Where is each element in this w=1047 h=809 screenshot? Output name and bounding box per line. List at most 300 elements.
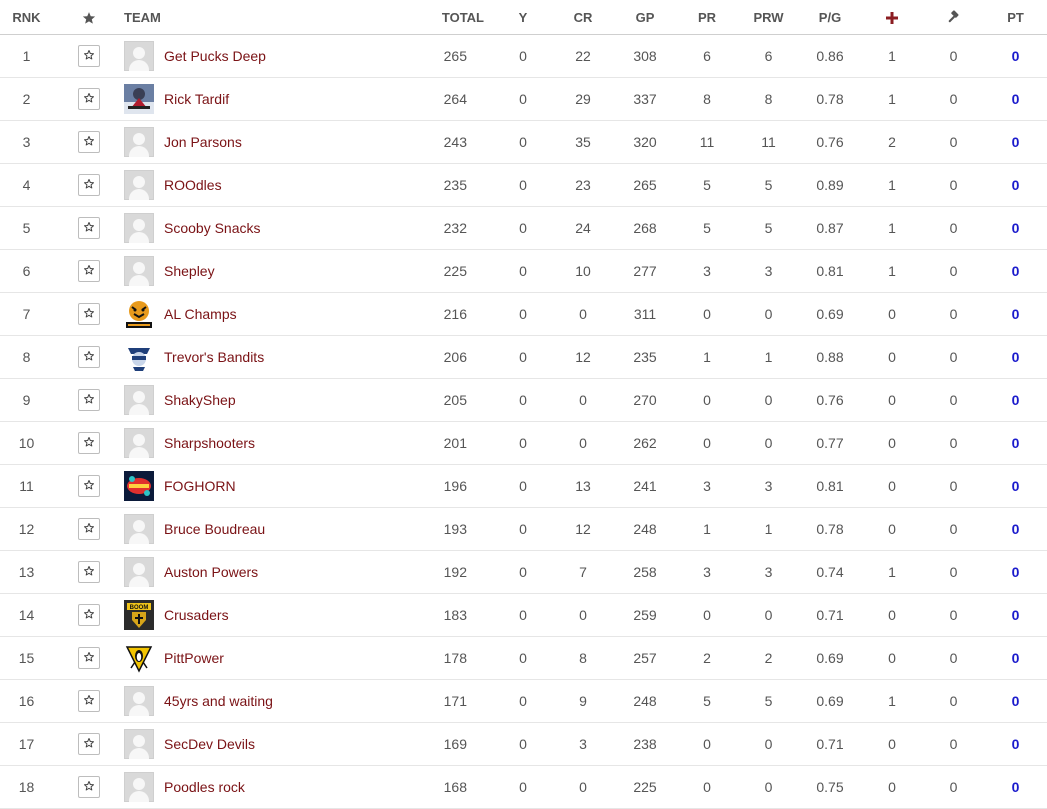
favorite-star-button[interactable] [78, 389, 100, 411]
prw-header[interactable]: PRW [738, 0, 799, 35]
favorite-cell [53, 508, 124, 551]
prw-cell: 8 [738, 78, 799, 121]
favorite-star-button[interactable] [78, 690, 100, 712]
y-cell: 0 [494, 594, 552, 637]
rank-cell: 17 [0, 723, 53, 766]
y-cell: 0 [494, 508, 552, 551]
ppg-cell: 0.75 [799, 766, 861, 809]
table-row [0, 551, 1047, 594]
injury-cell: 0 [861, 293, 923, 336]
team-name-link[interactable]: FOGHORN [164, 478, 236, 494]
prw-cell: 11 [738, 121, 799, 164]
ppg-cell: 0.81 [799, 465, 861, 508]
hammer-cell: 0 [923, 723, 984, 766]
pt-cell: 0 [984, 723, 1047, 766]
ppg-cell: 0.89 [799, 164, 861, 207]
avatar-placeholder-icon [124, 41, 154, 71]
team-name-link[interactable]: SecDev Devils [164, 736, 256, 752]
pt-cell: 0 [984, 680, 1047, 723]
hammer-cell: 0 [923, 164, 984, 207]
y-cell: 0 [494, 78, 552, 121]
y-cell: 0 [494, 207, 552, 250]
table-row [0, 594, 1047, 637]
total-cell: 232 [365, 207, 494, 250]
star-outline-icon [83, 436, 95, 448]
team-name-link[interactable]: Poodles rock [164, 779, 245, 795]
star-outline-icon [83, 608, 95, 620]
prw-cell: 5 [738, 680, 799, 723]
star-outline-icon [83, 49, 95, 61]
pr-header[interactable]: PR [676, 0, 738, 35]
favorite-star-button[interactable] [78, 432, 100, 454]
total-cell: 205 [365, 379, 494, 422]
y-cell: 0 [494, 121, 552, 164]
prw-cell: 3 [738, 250, 799, 293]
cr-cell: 29 [552, 78, 614, 121]
favorite-star-button[interactable] [78, 733, 100, 755]
total-cell: 264 [365, 78, 494, 121]
injury-cell: 1 [861, 164, 923, 207]
hammer-cell: 0 [923, 637, 984, 680]
pr-cell: 0 [676, 293, 738, 336]
star-outline-icon [83, 780, 95, 792]
cross-icon [886, 12, 898, 24]
ppg-cell: 0.71 [799, 723, 861, 766]
favorite-cell [53, 250, 124, 293]
star-outline-icon [83, 694, 95, 706]
favorite-cell [53, 637, 124, 680]
team-cell [124, 293, 365, 336]
y-cell: 0 [494, 336, 552, 379]
injury-cell: 2 [861, 121, 923, 164]
star-outline-icon [83, 651, 95, 663]
penguin-logo-icon [124, 643, 154, 673]
favorite-star-button[interactable] [78, 604, 100, 626]
pr-cell: 6 [676, 35, 738, 78]
prw-cell: 5 [738, 207, 799, 250]
team-name-link[interactable]: Bruce Boudreau [164, 521, 266, 537]
cr-cell: 35 [552, 121, 614, 164]
favorite-star-button[interactable] [78, 475, 100, 497]
total-cell: 171 [365, 680, 494, 723]
rank-cell: 2 [0, 78, 53, 121]
hammer-cell: 0 [923, 594, 984, 637]
total-cell: 265 [365, 35, 494, 78]
gp-cell: 257 [614, 637, 676, 680]
pr-cell: 5 [676, 207, 738, 250]
prw-cell: 1 [738, 508, 799, 551]
table-row [0, 293, 1047, 336]
pt-cell: 0 [984, 207, 1047, 250]
injury-cell: 0 [861, 465, 923, 508]
gp-header[interactable]: GP [614, 0, 676, 35]
injury-cell: 0 [861, 594, 923, 637]
gp-cell: 225 [614, 766, 676, 809]
injury-cell: 1 [861, 551, 923, 594]
pt-cell: 0 [984, 508, 1047, 551]
avatar-placeholder-icon [124, 385, 154, 415]
rank-cell: 6 [0, 250, 53, 293]
y-cell: 0 [494, 293, 552, 336]
team-name-link[interactable]: 45yrs and waiting [164, 693, 273, 709]
favorite-cell [53, 35, 124, 78]
prw-cell: 0 [738, 723, 799, 766]
cr-cell: 0 [552, 594, 614, 637]
avatar-placeholder-icon [124, 729, 154, 759]
table-row [0, 35, 1047, 78]
rank-cell: 18 [0, 766, 53, 809]
y-cell: 0 [494, 680, 552, 723]
favorite-star-button[interactable] [78, 88, 100, 110]
gp-cell: 262 [614, 422, 676, 465]
rank-cell: 13 [0, 551, 53, 594]
prw-cell: 3 [738, 551, 799, 594]
rank-cell: 3 [0, 121, 53, 164]
team-cell [124, 121, 365, 164]
svg-text:BOOM: BOOM [129, 605, 149, 611]
table-row [0, 121, 1047, 164]
favorite-cell [53, 121, 124, 164]
hammer-header[interactable] [923, 0, 984, 35]
pr-cell: 11 [676, 121, 738, 164]
y-cell: 0 [494, 551, 552, 594]
favorite-cell [53, 207, 124, 250]
gp-cell: 337 [614, 78, 676, 121]
cr-header[interactable]: CR [552, 0, 614, 35]
gp-cell: 248 [614, 508, 676, 551]
injury-cell: 0 [861, 637, 923, 680]
gp-cell: 265 [614, 164, 676, 207]
table-row [0, 164, 1047, 207]
avatar-placeholder-icon [124, 170, 154, 200]
y-cell: 0 [494, 35, 552, 78]
ppg-cell: 0.88 [799, 336, 861, 379]
injury-cell: 0 [861, 723, 923, 766]
crusader-logo-icon [124, 600, 154, 630]
favorite-cell [53, 465, 124, 508]
cr-cell: 24 [552, 207, 614, 250]
prw-cell: 5 [738, 164, 799, 207]
favorite-header [53, 0, 124, 35]
hammer-cell: 0 [923, 422, 984, 465]
cr-cell: 0 [552, 379, 614, 422]
table-row [0, 250, 1047, 293]
hammer-cell: 0 [923, 293, 984, 336]
cr-cell: 8 [552, 637, 614, 680]
favorite-star-button[interactable] [78, 174, 100, 196]
pr-cell: 3 [676, 465, 738, 508]
pr-cell: 0 [676, 766, 738, 809]
pt-cell: 0 [984, 78, 1047, 121]
gp-cell: 248 [614, 680, 676, 723]
total-cell: 206 [365, 336, 494, 379]
rank-header[interactable]: RNK [0, 0, 53, 35]
favorite-cell [53, 766, 124, 809]
gp-cell: 235 [614, 336, 676, 379]
pt-cell: 0 [984, 293, 1047, 336]
favorite-star-button[interactable] [78, 346, 100, 368]
favorite-cell [53, 164, 124, 207]
team-cell [124, 35, 365, 78]
star-outline-icon [83, 307, 95, 319]
cr-cell: 0 [552, 422, 614, 465]
cr-cell: 0 [552, 766, 614, 809]
favorite-cell [53, 422, 124, 465]
star-outline-icon [83, 565, 95, 577]
total-cell: 192 [365, 551, 494, 594]
prw-cell: 3 [738, 465, 799, 508]
prw-cell: 0 [738, 422, 799, 465]
prw-cell: 6 [738, 35, 799, 78]
ppg-cell: 0.81 [799, 250, 861, 293]
gp-cell: 268 [614, 207, 676, 250]
total-cell: 243 [365, 121, 494, 164]
star-outline-icon [83, 522, 95, 534]
hammer-cell: 0 [923, 766, 984, 809]
total-header[interactable]: TOTAL [365, 0, 494, 35]
pt-cell: 0 [984, 35, 1047, 78]
total-cell: 216 [365, 293, 494, 336]
cr-cell: 12 [552, 508, 614, 551]
star-outline-icon [83, 350, 95, 362]
table-row [0, 207, 1047, 250]
hammer-cell: 0 [923, 207, 984, 250]
favorite-star-button[interactable] [78, 217, 100, 239]
injury-cell: 0 [861, 508, 923, 551]
hammer-cell: 0 [923, 379, 984, 422]
y-cell: 0 [494, 465, 552, 508]
team-name-link[interactable]: Trevor's Bandits [164, 349, 265, 365]
y-cell: 0 [494, 164, 552, 207]
team-cell [124, 637, 365, 680]
favorite-cell [53, 78, 124, 121]
pt-cell: 0 [984, 551, 1047, 594]
ppg-cell: 0.69 [799, 637, 861, 680]
rank-cell: 12 [0, 508, 53, 551]
foghorn-logo-icon [124, 471, 154, 501]
pr-cell: 5 [676, 680, 738, 723]
injury-cell: 0 [861, 336, 923, 379]
team-cell [124, 250, 365, 293]
pt-cell: 0 [984, 465, 1047, 508]
hammer-cell: 0 [923, 250, 984, 293]
star-outline-icon [83, 264, 95, 276]
team-cell [124, 465, 365, 508]
rank-cell: 11 [0, 465, 53, 508]
tiger-logo-icon [124, 299, 154, 329]
rank-cell: 14 [0, 594, 53, 637]
team-name-link[interactable]: Rick Tardif [164, 91, 230, 107]
cr-cell: 22 [552, 35, 614, 78]
team-name-link[interactable]: Scooby Snacks [164, 220, 261, 236]
team-name-link[interactable]: Crusaders [164, 607, 229, 623]
total-cell: 225 [365, 250, 494, 293]
team-name-link[interactable]: ROOdles [164, 177, 222, 193]
ppg-cell: 0.87 [799, 207, 861, 250]
ppg-cell: 0.86 [799, 35, 861, 78]
y-cell: 0 [494, 723, 552, 766]
favorite-cell [53, 723, 124, 766]
hammer-icon [947, 11, 961, 25]
favorite-star-button[interactable] [78, 647, 100, 669]
favorite-star-button[interactable] [78, 518, 100, 540]
pt-cell: 0 [984, 379, 1047, 422]
favorite-star-button[interactable] [78, 561, 100, 583]
team-cell [124, 379, 365, 422]
avatar-placeholder-icon [124, 557, 154, 587]
team-name-link[interactable]: Sharpshooters [164, 435, 256, 451]
total-cell: 183 [365, 594, 494, 637]
table-row [0, 336, 1047, 379]
team-name-link[interactable]: Jon Parsons [164, 134, 242, 150]
ppg-cell: 0.78 [799, 508, 861, 551]
star-outline-icon [83, 135, 95, 147]
total-cell: 193 [365, 508, 494, 551]
avatar-placeholder-icon [124, 256, 154, 286]
bandit-logo-icon [124, 342, 154, 372]
favorite-star-button[interactable] [78, 45, 100, 67]
favorite-star-button[interactable] [78, 131, 100, 153]
ppg-cell: 0.74 [799, 551, 861, 594]
pr-cell: 1 [676, 508, 738, 551]
pt-cell: 0 [984, 250, 1047, 293]
favorite-cell [53, 551, 124, 594]
star-outline-icon [83, 92, 95, 104]
injury-cell: 0 [861, 766, 923, 809]
team-cell [124, 766, 365, 809]
hammer-cell: 0 [923, 508, 984, 551]
table-row [0, 465, 1047, 508]
favorite-star-button[interactable] [78, 260, 100, 282]
star-outline-icon [83, 178, 95, 190]
table-row [0, 680, 1047, 723]
hammer-cell: 0 [923, 121, 984, 164]
rank-cell: 4 [0, 164, 53, 207]
ppg-cell: 0.69 [799, 293, 861, 336]
rank-cell: 9 [0, 379, 53, 422]
table-row [0, 422, 1047, 465]
pr-cell: 1 [676, 336, 738, 379]
injury-header[interactable] [861, 0, 923, 35]
pr-cell: 8 [676, 78, 738, 121]
ppg-cell: 0.76 [799, 379, 861, 422]
total-cell: 178 [365, 637, 494, 680]
team-cell [124, 164, 365, 207]
rank-cell: 5 [0, 207, 53, 250]
prw-cell: 0 [738, 379, 799, 422]
gp-cell: 238 [614, 723, 676, 766]
hammer-cell: 0 [923, 465, 984, 508]
ppg-cell: 0.76 [799, 121, 861, 164]
team-cell [124, 508, 365, 551]
pt-header[interactable]: PT [984, 0, 1047, 35]
injury-cell: 1 [861, 680, 923, 723]
total-cell: 169 [365, 723, 494, 766]
star-outline-icon [83, 737, 95, 749]
star-icon [82, 11, 96, 25]
star-outline-icon [83, 393, 95, 405]
team-cell [124, 78, 365, 121]
team-cell [124, 594, 365, 637]
injury-cell: 1 [861, 78, 923, 121]
header-row [0, 0, 1047, 35]
team-name-link[interactable]: Auston Powers [164, 564, 259, 580]
avatar-placeholder-icon [124, 127, 154, 157]
table-row [0, 766, 1047, 809]
team-name-link[interactable]: Get Pucks Deep [164, 48, 266, 64]
table-row [0, 637, 1047, 680]
avatar-placeholder-icon [124, 514, 154, 544]
favorite-star-button[interactable] [78, 303, 100, 325]
gp-cell: 241 [614, 465, 676, 508]
ppg-cell: 0.69 [799, 680, 861, 723]
ppg-cell: 0.78 [799, 78, 861, 121]
pr-cell: 3 [676, 250, 738, 293]
pr-cell: 0 [676, 379, 738, 422]
favorite-star-button[interactable] [78, 776, 100, 798]
prw-cell: 0 [738, 293, 799, 336]
pr-cell: 5 [676, 164, 738, 207]
avatar-placeholder-icon [124, 772, 154, 802]
cr-cell: 7 [552, 551, 614, 594]
rank-cell: 8 [0, 336, 53, 379]
rank-cell: 1 [0, 35, 53, 78]
gp-cell: 277 [614, 250, 676, 293]
hammer-cell: 0 [923, 78, 984, 121]
table-row [0, 508, 1047, 551]
avatar-placeholder-icon [124, 213, 154, 243]
pt-cell: 0 [984, 336, 1047, 379]
ppg-cell: 0.77 [799, 422, 861, 465]
table-row [0, 723, 1047, 766]
team-cell [124, 551, 365, 594]
pt-cell: 0 [984, 766, 1047, 809]
hockey-photo-icon [124, 84, 154, 114]
total-cell: 201 [365, 422, 494, 465]
gp-cell: 311 [614, 293, 676, 336]
team-name-link[interactable]: Shepley [164, 263, 215, 279]
favorite-cell [53, 594, 124, 637]
pr-cell: 3 [676, 551, 738, 594]
rank-cell: 16 [0, 680, 53, 723]
rank-cell: 7 [0, 293, 53, 336]
cr-cell: 23 [552, 164, 614, 207]
pt-cell: 0 [984, 121, 1047, 164]
y-header[interactable]: Y [494, 0, 552, 35]
star-outline-icon [83, 479, 95, 491]
favorite-cell [53, 379, 124, 422]
hammer-cell: 0 [923, 680, 984, 723]
hammer-cell: 0 [923, 336, 984, 379]
gp-cell: 259 [614, 594, 676, 637]
y-cell: 0 [494, 766, 552, 809]
gp-cell: 320 [614, 121, 676, 164]
pr-cell: 0 [676, 422, 738, 465]
team-name-link[interactable]: ShakyShep [164, 392, 236, 408]
rank-cell: 10 [0, 422, 53, 465]
total-cell: 168 [365, 766, 494, 809]
team-header[interactable]: TEAM [124, 0, 365, 35]
pt-cell: 0 [984, 422, 1047, 465]
cr-cell: 9 [552, 680, 614, 723]
prw-cell: 2 [738, 637, 799, 680]
team-name-link[interactable]: PittPower [164, 650, 224, 666]
y-cell: 0 [494, 379, 552, 422]
cr-cell: 10 [552, 250, 614, 293]
team-name-link[interactable]: AL Champs [164, 306, 237, 322]
pr-cell: 0 [676, 723, 738, 766]
ppg-header[interactable]: P/G [799, 0, 861, 35]
